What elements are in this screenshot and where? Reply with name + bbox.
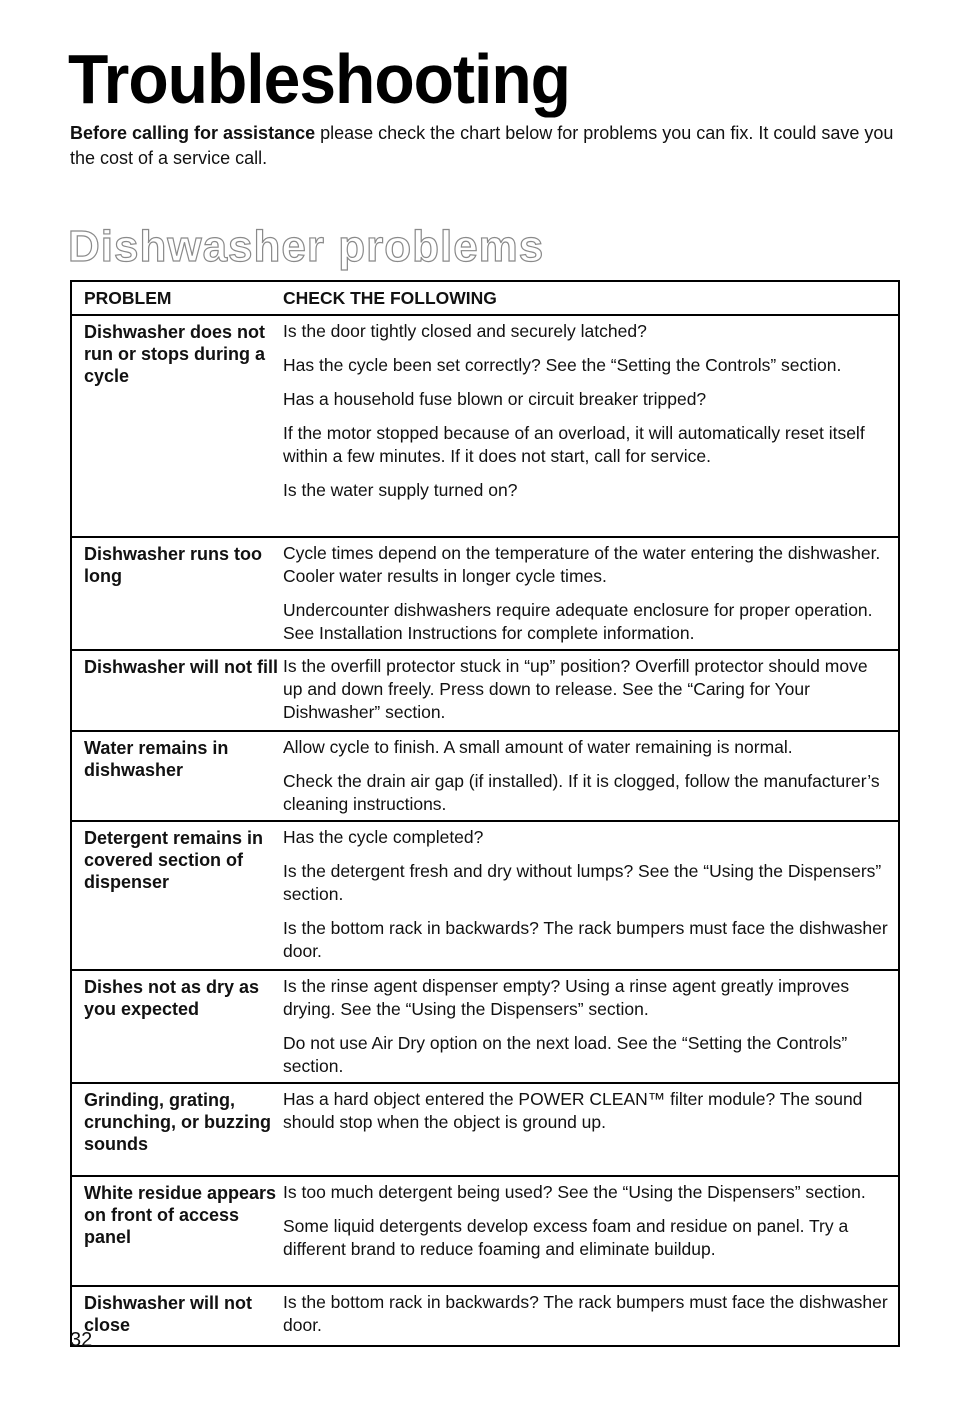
check-item: Some liquid detergents develop excess foam and residue on panel. Try a different brand to reduce foaming and eliminate buildup.: [283, 1216, 849, 1259]
header-check: CHECK THE FOLLOWING: [283, 287, 497, 308]
check-cell: [283, 538, 898, 649]
check-item: Has a hard object entered the POWER CLEAN™ filter module? The sound should stop when the object is ground up.: [283, 1089, 863, 1132]
table-row: [72, 651, 898, 732]
problem-cell: Dishwasher will not close: [84, 1293, 253, 1335]
table-row: [72, 1177, 898, 1287]
table-row: [72, 971, 898, 1084]
problem-cell: Dishwasher does not run or stops during a cycle: [84, 322, 266, 386]
check-item: Is too much detergent being used? See the “Using the Dispensers” section.: [283, 1182, 866, 1202]
section-title: Dishwasher problems: [68, 222, 545, 271]
check-item: Is the rinse agent dispenser empty? Using a rinse agent greatly improves drying. See the “Using the Dispensers” section.: [283, 976, 850, 1019]
page-number: 32: [70, 1329, 93, 1351]
check-cell: [283, 1177, 898, 1285]
check-item: Do not use Air Dry option on the next load. See the “Setting the Controls” section.: [283, 1033, 848, 1076]
problem-cell: Dishwasher runs too long: [84, 544, 263, 586]
problem-cell: White residue appears on front of access panel: [84, 1183, 277, 1247]
table-body: [72, 316, 898, 1345]
troubleshooting-table: [70, 280, 900, 1347]
check-item: Has a household fuse blown or circuit breaker tripped?: [283, 389, 707, 409]
problem-cell: Detergent remains in covered section of dispenser: [84, 828, 264, 892]
check-cell: [283, 316, 898, 536]
check-item: Has the cycle completed?: [283, 827, 484, 847]
problem-cell: Dishwasher will not fill: [84, 657, 279, 677]
header-problem: PROBLEM: [84, 287, 172, 308]
problem-cell: Grinding, grating, crunching, or buzzing sounds: [84, 1090, 271, 1154]
check-item: Is the overfill protector stuck in “up” position? Overfill protector should move up and down freely. Press down to release. See the “Caring for Your Dishwasher” section.: [283, 656, 868, 722]
table-row: [72, 822, 898, 971]
check-item: Has the cycle been set correctly? See the “Setting the Controls” section.: [283, 355, 842, 375]
table-row: [72, 1287, 898, 1345]
table-row: [72, 316, 898, 538]
check-item: Allow cycle to finish. A small amount of water remaining is normal.: [283, 737, 793, 757]
check-cell: [283, 1287, 898, 1345]
check-cell: [283, 971, 898, 1082]
check-item: Is the detergent fresh and dry without lumps? See the “Using the Dispensers” section.: [283, 861, 882, 904]
intro-text: please check the chart below for problems you can fix. It could save you the cost of a service call.: [70, 123, 894, 168]
table-row: [72, 1084, 898, 1177]
table-row: [72, 732, 898, 822]
check-item: Is the bottom rack in backwards? The rack bumpers must face the dishwasher door.: [283, 1292, 888, 1335]
table-header: [72, 282, 898, 316]
check-cell: [283, 822, 898, 969]
intro-paragraph: [70, 121, 900, 171]
check-item: Is the bottom rack in backwards? The rack bumpers must face the dishwasher door.: [283, 918, 888, 961]
check-item: Cycle times depend on the temperature of the water entering the dishwasher. Cooler water results in longer cycle times.: [283, 543, 881, 586]
check-item: Is the door tightly closed and securely latched?: [283, 321, 647, 341]
check-cell: [283, 651, 898, 730]
check-item: If the motor stopped because of an overload, it will automatically reset itself within a few minutes. If it does not start, call for service.: [283, 423, 865, 466]
check-item: Undercounter dishwashers require adequate enclosure for proper operation. See Installation Instructions for complete information.: [283, 600, 873, 643]
intro-lead: Before calling for assistance: [70, 123, 316, 143]
check-item: Is the water supply turned on?: [283, 480, 518, 500]
table-row: [72, 538, 898, 651]
problem-cell: Dishes not as dry as you expected: [84, 977, 260, 1019]
page-title: Troubleshooting: [68, 39, 570, 118]
problem-cell: Water remains in dishwasher: [84, 738, 229, 780]
check-item: Check the drain air gap (if installed). If it is clogged, follow the manufacturer’s cleaning instructions.: [283, 771, 880, 814]
check-cell: [283, 1084, 898, 1175]
check-cell: [283, 732, 898, 820]
